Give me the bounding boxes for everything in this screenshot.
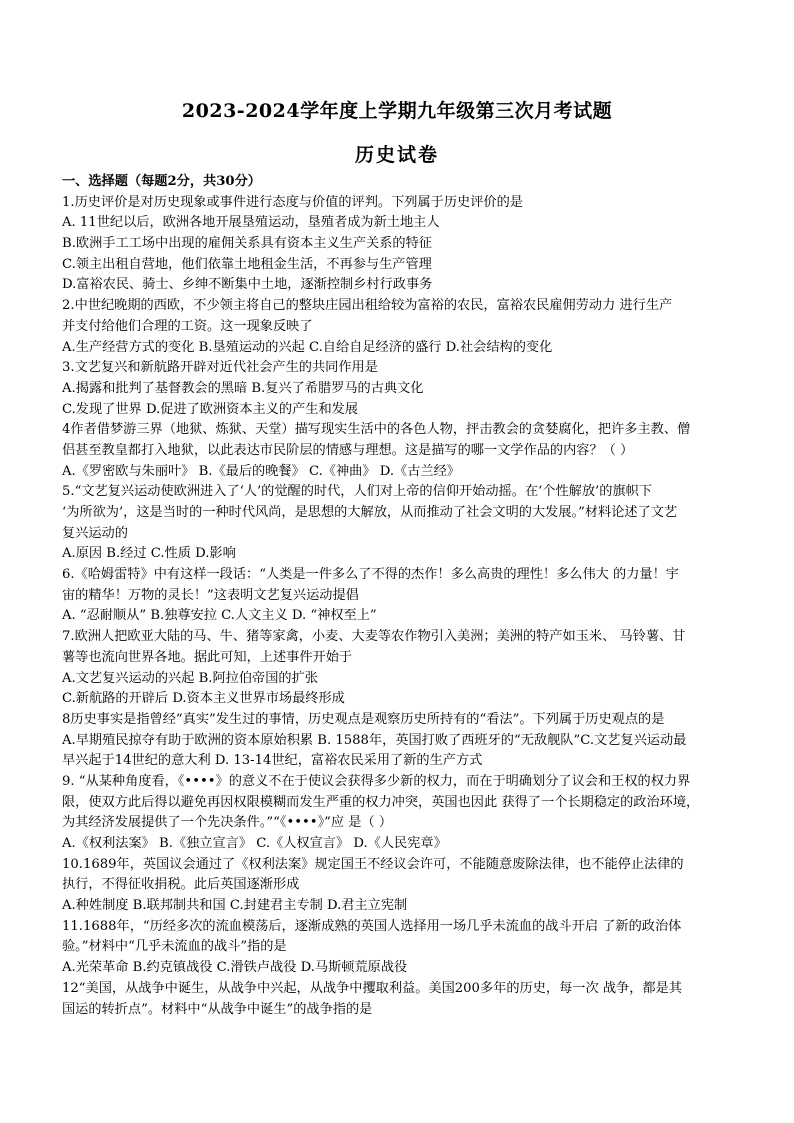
- text-line: 2.中世纪晚期的西欧，不少领主将自己的整块庄园出租给较为富裕的农民，富裕农民雇佣劳动力 进行生产: [62, 298, 673, 314]
- text-line: 验。”材料中“几乎未流血的战斗”指的是: [62, 939, 287, 955]
- text-line: ‘为所欲为’，这是当时的一种时代风尚，是思想的大解放，从而推动了社会文明的大发展。”材料论述了文艺: [62, 505, 678, 520]
- text-line: A.揭露和批判了基督教会的黑暗 B.复兴了希腊罗马的古典文化: [62, 380, 424, 396]
- text-line: 9. “从某种角度看，《••••》的意义不在于使议会获得多少新的权力，而在于明确划分了议会和王权的权力界: [62, 773, 691, 789]
- text-line: A.文艺复兴运动的兴起 B.阿拉伯帝国的扩张: [62, 670, 318, 686]
- text-line: 早兴起于14世纪的意大利 D. 13-14世纪，富裕农民采用了新的生产方式: [62, 753, 483, 769]
- text-line: 4作者借梦游三界（地狱、炼狱、天堂）描写现实生活中的各色人物，抨击教会的贪婪腐化，把许多主教、僧: [62, 422, 691, 438]
- text-line: 5.“文艺复兴运动使欧洲进入了‘人’的觉醒的时代，人们对上帝的信仰开始动摇。在‘个性解放’的旗帜下: [62, 484, 652, 500]
- text-line: B.欧洲手工工场中出现的雇佣关系具有资本主义生产关系的特征: [62, 236, 432, 252]
- exam-title: 2023-2024学年度上学期九年级第三次月考试题: [181, 100, 613, 122]
- text-line: 为其经济发展提供了一个先决条件。”“《••••》”应 是（ ）: [62, 815, 393, 831]
- text-line: 限，使双方此后得以避免再因权限模糊而发生严重的权力冲突，英国也因此 获得了一个长期稳定的政治环境，: [62, 794, 700, 810]
- text-line: 8历史事实是指曾经“真实”发生过的事情，历史观点是观察历史所持有的“看法”。下列属于历史观点的是: [62, 711, 665, 727]
- text-line: 3.文艺复兴和新航路开辟对近代社会产生的共同作用是: [62, 360, 378, 376]
- exam-subtitle: 历史试卷: [354, 144, 439, 166]
- text-line: 10.1689年，英国议会通过了《权利法案》规定国王不经议会许可，不能随意废除法律，也不能停止法律的: [62, 856, 684, 872]
- text-line: A.光荣革命 B.约克镇战役 C.滑铁卢战役 D.马斯顿荒原战役: [62, 960, 408, 976]
- text-line: 7.欧洲人把欧亚大陆的马、牛、猪等家禽，小麦、大麦等农作物引入美洲；美洲的特产如玉米、 马铃薯、甘: [62, 629, 686, 645]
- text-line: A.早期殖民掠夺有助于欧洲的资本原始积累 B. 1588年，英国打败了西班牙的“无敌舰队”C.文艺复兴运动最: [62, 732, 687, 748]
- question-lines: [62, 193, 738, 1021]
- text-line: 执行，不得征收捐税。此后英国逐渐形成: [62, 877, 300, 893]
- text-line: 薯等也流向世界各地。据此可知，上述事件开始于: [62, 649, 353, 665]
- exam-content: [62, 172, 738, 1020]
- text-line: C.发现了世界 D.促进了欧洲资本主义的产生和发展: [62, 401, 359, 417]
- text-line: 复兴运动的: [62, 525, 128, 541]
- text-line: A.《权利法案》 B.《独立宣言》 C.《人权宣言》 D.《人民宪章》: [62, 836, 447, 851]
- text-line: A.生产经营方式的变化 B.垦殖运动的兴起 C.自给自足经济的盛行 D.社会结构的变化: [62, 339, 553, 355]
- text-line: 12“美国，从战争中诞生，从战争中兴起，从战争中攫取利益。美国200多年的历史，每一次 战争，都是其: [62, 980, 682, 996]
- text-line: A.种姓制度 B.联邦制共和国 C.封建君主专制 D.君主立宪制: [62, 898, 408, 914]
- text-line: C.新航路的开辟后 D.资本主义世界市场最终形成: [62, 691, 345, 707]
- text-line: A.原因 B.经过 C.性质 D.影响: [62, 546, 236, 562]
- section-heading: 一、选择题（每题2分，共30分）: [62, 174, 261, 189]
- text-line: A.《罗密欧与朱丽叶》 B.《最后的晚餐》 C.《神曲》 D.《古兰经》: [62, 463, 460, 479]
- text-line: 11.1688年，“历经多次的流血模荡后，逐渐成熟的英国人选择用一场几乎未流血的战斗开启 了新的政治体: [62, 918, 682, 934]
- text-line: D.富裕农民、骑士、乡绅不断集中土地，逐渐控制乡村行政事务: [62, 277, 433, 293]
- text-line: 国运的转折点”。材料中“从战争中诞生”的战争指的是: [62, 1001, 373, 1017]
- text-line: 6.《哈姆雷特》中有这样一段话：“人类是一件多么了不得的杰作！多么高贵的理性！多么伟大 的力量！宇: [62, 567, 679, 583]
- text-line: 并支付给他们合理的工资。这一现象反映了: [62, 318, 313, 334]
- text-line: 宙的精华！万物的灵长！”这表明文艺复兴运动提倡: [62, 587, 359, 603]
- text-line: A. “忍耐顺从” B.独尊安拉 C.人文主义 D. “神权至上”: [62, 608, 377, 624]
- text-line: 侣甚至教皇都打入地狱，以此表达市民阶层的情感与理想。这是描写的哪一文学作品的内容？（ ）: [62, 442, 634, 458]
- text-line: 1.历史评价是对历史现象或事件进行态度与价值的评判。下列属于历史评价的是: [62, 194, 523, 210]
- text-line: A. 11世纪以后，欧洲各地开展垦殖运动，垦殖者成为新土地主人: [62, 215, 440, 231]
- text-line: C.领主出租自营地，他们依靠土地租金生活，不再参与生产管理: [62, 256, 432, 272]
